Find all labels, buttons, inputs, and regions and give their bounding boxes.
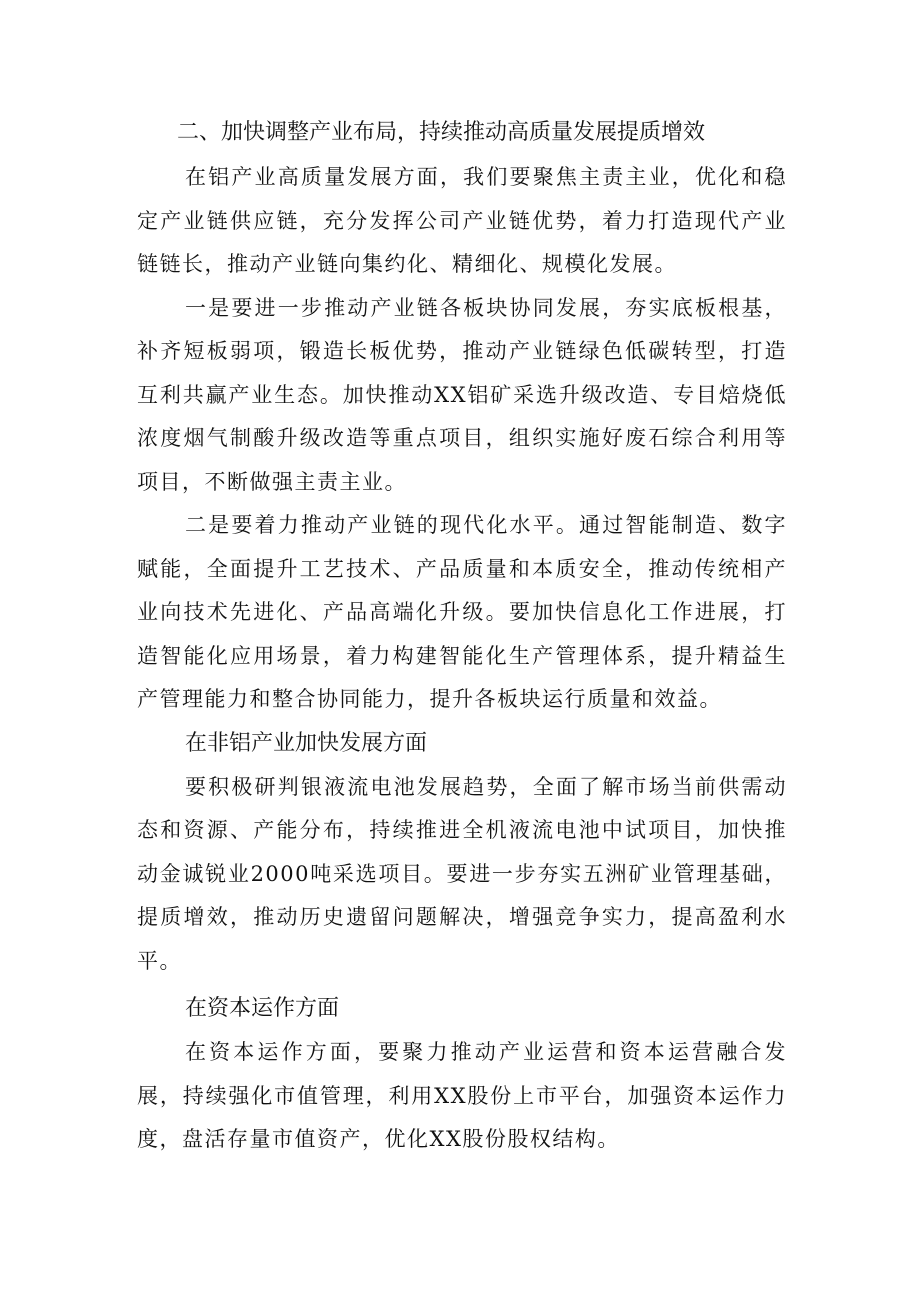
- paragraph-aluminum-first: 一是要进一步推动产业链各板块协同发展，夯实底板根基，补齐短板弱项，锻造长板优势，推动产业链绿色低碳转型，打造互利共赢产业生态。加快推动XX铝矿采选升级改造、专目焙烧低浓度烟气制酸升级改造等重点项目，组织实施好废石综合利用等项目，不断做强主责主业。: [137, 295, 787, 494]
- paragraph-aluminum-second: 二是要着力推动产业链的现代化水平。通过智能制造、数字赋能，全面提升工艺技术、产品质量和本质安全，推动传统相产业向技术先进化、产品高端化升级。要加快信息化工作进展，打造智能化应用场景，着力构建智能化生产管理体系，提升精益生产管理能力和整合协同能力，提升各板块运行质量和效益。: [137, 513, 787, 711]
- paragraph-non-aluminum: 要积极研判银液流电池发展趋势，全面了解市场当前供需动态和资源、产能分布，持续推进全机液流电池中试项目，加快推动金诚锐业2000吨采选项目。要进一步夯实五洲矿业管理基础，提质增效，推动历史遗留问题解决，增强竞争实力，提高盈利水平。: [137, 774, 787, 973]
- document-body: [137, 110, 787, 1162]
- paragraph-aluminum-intro: 在铝产业高质量发展方面，我们要聚焦主责主业，优化和稳定产业链供应链，充分发挥公司产业链优势，着力打造现代产业链链长，推动产业链向集约化、精细化、规模化发展。: [137, 165, 787, 276]
- section-heading: 二、加快调整产业布局，持续推动高质量发展提质增效: [177, 120, 706, 145]
- subheading-non-aluminum: 在非铝产业加快发展方面: [185, 730, 428, 756]
- subheading-capital: 在资本运作方面: [185, 996, 340, 1021]
- paragraph-capital: 在资本运作方面，要聚力推动产业运营和资本运营融合发展，持续强化市值管理，利用XX股份上市平台，加强资本运作力度，盘活存量市值资产，优化XX股份股权结构。: [137, 1040, 787, 1151]
